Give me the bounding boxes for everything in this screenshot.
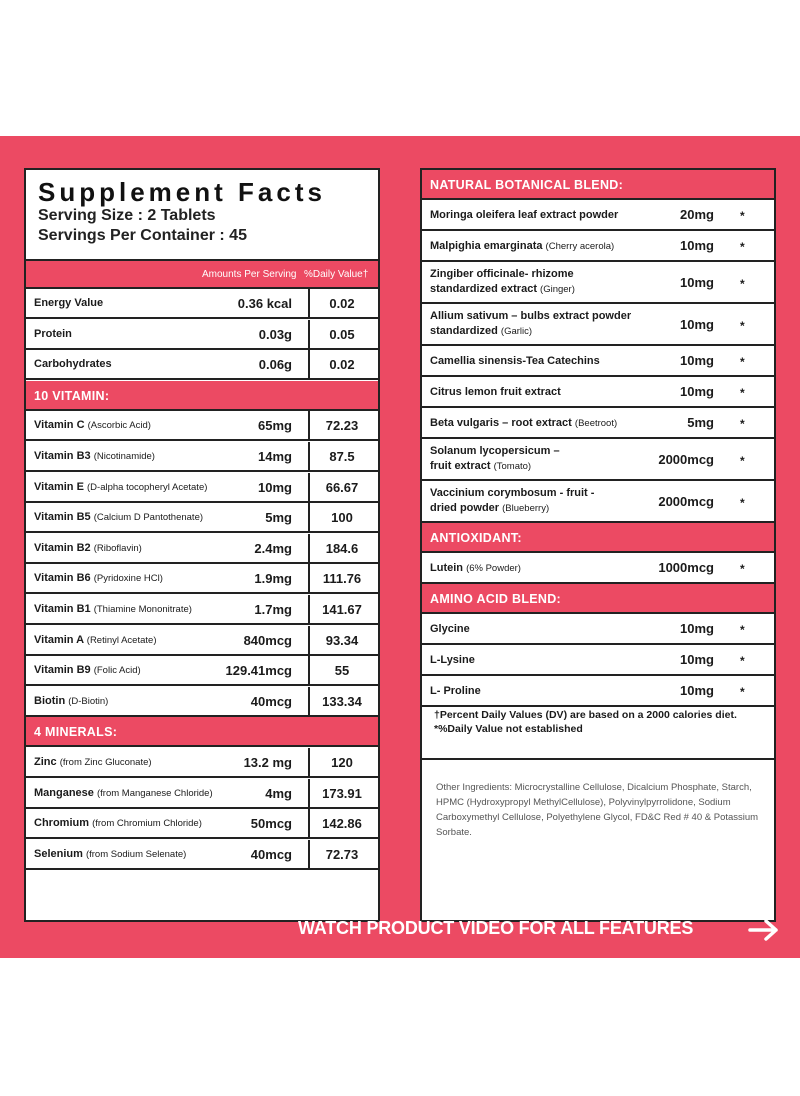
daily-value: 0.02 (329, 357, 355, 373)
column-divider (308, 320, 310, 350)
nutrient-label: Selenium (34, 847, 83, 860)
table-row (422, 553, 774, 584)
nutrient-label: Biotin (34, 694, 66, 707)
amount-value: 5mg (265, 510, 292, 526)
nutrient-source: (Pyridoxine HCl) (93, 573, 163, 585)
not-established-mark: * (740, 454, 745, 468)
daily-value: 55 (334, 663, 350, 679)
amount-value: 10mg (680, 384, 714, 399)
table-row (26, 503, 378, 533)
table-row (26, 687, 378, 717)
ingredient-label: L- Proline (430, 685, 481, 697)
column-divider (308, 595, 310, 625)
column-divider (308, 503, 310, 533)
amount-value: 10mg (680, 238, 714, 253)
nutrient-label: Vitamin B5 (34, 511, 91, 524)
column-divider (308, 564, 310, 594)
ingredient-name (430, 267, 575, 297)
nutrient-label: Vitamin B6 (34, 572, 91, 585)
amount-value: 2000mcg (658, 494, 714, 509)
ingredient-label: Beta vulgaris – root extract (430, 417, 572, 429)
nutrient-source: (Ascorbic Acid) (87, 420, 151, 432)
daily-value: 93.34 (325, 632, 359, 648)
ingredient-source: (Cherry acerola) (545, 241, 615, 252)
ingredient-label: Solanum lycopersicum – (430, 445, 560, 457)
daily-value: 142.86 (322, 816, 362, 832)
table-row (422, 377, 774, 408)
table-row (26, 564, 378, 594)
mineral-section-header-label: 4 MINERALS: (34, 725, 118, 740)
ingredient-label-line2: dried powder (430, 502, 500, 514)
botanical-section-header-label: NATURAL BOTANICAL BLEND: (430, 178, 624, 192)
not-established-mark: * (740, 240, 745, 254)
not-established-mark: * (740, 654, 745, 668)
ingredient-label: Vaccinium corymbosum - fruit - (430, 487, 595, 499)
amino-section-header-label: AMINO ACID BLEND: (430, 592, 562, 606)
amount-value: 0.06g (258, 357, 292, 373)
nutrient-source: (Riboflavin) (93, 542, 142, 554)
table-row (422, 481, 774, 523)
dv-note-line1: †Percent Daily Values (DV) are based on a 2000 calories diet. (434, 709, 737, 721)
nutrient-name (34, 450, 155, 462)
amount-value: 40mcg (250, 846, 292, 862)
daily-value: 0.02 (329, 296, 355, 311)
table-row (26, 748, 378, 778)
amount-value: 129.41mcg (225, 663, 292, 679)
table-row (26, 350, 378, 380)
ingredient-name (430, 385, 561, 400)
amount-value: 13.2 mg (243, 755, 292, 770)
nutrient-name (34, 787, 213, 799)
not-established-mark: * (740, 209, 745, 223)
amount-value: 65mg (258, 418, 292, 434)
vitamin-section-header (26, 381, 378, 411)
column-divider (308, 473, 310, 503)
amount-value: 5mg (687, 415, 714, 430)
vitamin-section-header-label: 10 VITAMIN: (34, 388, 110, 403)
ingredient-name (430, 309, 631, 339)
amount-value: 0.36 kcal (237, 296, 292, 311)
column-divider (308, 626, 310, 656)
amount-value: 10mg (680, 275, 714, 290)
nutrient-name (34, 419, 151, 431)
nutrient-label: Carbohydrates (34, 358, 112, 371)
nutrient-label: Vitamin C (34, 419, 85, 432)
column-divider (308, 840, 310, 870)
nutrient-name (34, 848, 186, 860)
nutrient-label: Vitamin E (34, 480, 84, 493)
daily-value: 100 (331, 510, 353, 526)
column-divider (308, 411, 310, 441)
amount-value: 2.4mg (254, 540, 292, 556)
supplement-facts-panel (24, 168, 380, 922)
amount-value: 14mg (258, 449, 292, 464)
ingredient-name (430, 416, 617, 431)
not-established-mark: * (740, 417, 745, 431)
ingredient-name (430, 239, 614, 254)
not-established-mark: * (740, 319, 745, 333)
arrow-right-icon[interactable] (748, 918, 780, 942)
serving-size: Serving Size : 2 Tablets (38, 207, 216, 224)
table-row (26, 289, 378, 319)
table-row (422, 262, 774, 304)
daily-value: 72.23 (325, 418, 359, 434)
table-row (422, 231, 774, 262)
ingredient-name (430, 561, 521, 576)
ingredient-source: (6% Powder) (466, 563, 521, 574)
column-divider (308, 442, 310, 472)
dv-note (422, 694, 774, 760)
amount-value: 0.03g (258, 326, 292, 342)
amount-value: 840mcg (243, 632, 292, 648)
nutrient-label: Energy Value (34, 297, 104, 309)
ingredient-label: Zingiber officinale- rhizome (430, 268, 574, 280)
amount-value: 20mg (680, 207, 714, 222)
daily-value: 120 (331, 755, 353, 770)
not-established-mark: * (740, 623, 745, 637)
table-row (26, 411, 378, 441)
amount-value: 10mg (680, 317, 714, 332)
column-divider (308, 687, 310, 717)
nutrient-name (34, 756, 152, 768)
nutrient-name (34, 572, 163, 584)
nutrient-source: (Calcium D Pantothenate) (93, 512, 204, 524)
nutrient-source: (from Manganese Chloride) (96, 787, 213, 799)
table-row (26, 840, 378, 870)
watch-video-link[interactable]: WATCH PRODUCT VIDEO FOR ALL FEATURES (298, 918, 694, 938)
ingredient-source: (Blueberry) (502, 503, 550, 514)
botanical-panel (420, 168, 776, 922)
ingredient-source: (Ginger) (540, 284, 575, 295)
table-row (422, 614, 774, 645)
column-divider (308, 289, 310, 319)
servings-per-container: Servings Per Container : 45 (38, 227, 247, 244)
not-established-mark: * (740, 277, 745, 291)
nutrient-label: Vitamin B3 (34, 450, 91, 462)
column-divider (308, 350, 310, 380)
ingredient-label: Lutein (430, 562, 463, 574)
not-established-mark: * (740, 496, 745, 510)
col-amount-label: Amounts Per Serving (202, 269, 297, 280)
ingredient-label: L-Lysine (430, 654, 475, 666)
amount-value: 10mg (680, 652, 714, 667)
nutrient-name (34, 358, 112, 370)
nutrient-label: Zinc (34, 756, 57, 768)
amount-value: 1.7mg (254, 602, 292, 617)
ingredient-label: Glycine (430, 623, 470, 635)
nutrient-label: Manganese (34, 786, 94, 799)
amount-value: 10mg (258, 479, 292, 495)
column-divider (308, 534, 310, 564)
table-row (422, 346, 774, 377)
amount-value: 2000mcg (658, 452, 714, 467)
ingredient-name (430, 653, 475, 668)
daily-value: 66.67 (325, 479, 359, 495)
table-row (26, 656, 378, 686)
pink-band (0, 136, 800, 958)
daily-value: 72.73 (325, 846, 359, 862)
nutrient-source: (from Sodium Selenate) (85, 848, 187, 860)
nutrient-name (34, 634, 156, 646)
amount-value: 10mg (680, 683, 714, 698)
nutrient-name (34, 297, 103, 309)
not-established-mark: * (740, 355, 745, 369)
nutrient-source: (Nicotinamide) (93, 451, 155, 462)
not-established-mark: * (740, 685, 745, 699)
dv-note-line2: *%Daily Value not established (434, 723, 583, 735)
nutrient-source: (from Chromium Chloride) (92, 818, 202, 830)
table-row (26, 473, 378, 503)
nutrient-name (34, 603, 192, 615)
daily-value: 184.6 (325, 540, 359, 556)
column-divider (308, 809, 310, 839)
column-header-bar (26, 259, 378, 289)
nutrient-label: Vitamin B1 (34, 603, 91, 615)
table-row (422, 439, 774, 481)
amount-value: 1.9mg (254, 571, 292, 587)
ingredient-label: Moringa oleifera leaf extract powder (430, 209, 619, 221)
ingredient-label: Allium sativum – bulbs extract powder (430, 310, 632, 322)
nutrient-name (34, 542, 142, 554)
amount-value: 10mg (680, 621, 714, 636)
ingredient-label: Citrus lemon fruit extract (430, 386, 561, 398)
mineral-section-header (26, 717, 378, 747)
not-established-mark: * (740, 386, 745, 400)
nutrient-label: Chromium (34, 817, 89, 830)
nutrient-label: Vitamin B9 (34, 664, 91, 677)
table-row (26, 534, 378, 564)
nutrient-source: (Thiamine Mononitrate) (93, 604, 192, 615)
ingredient-label: Camellia sinensis-Tea Catechins (430, 355, 600, 367)
antioxidant-section-header-label: ANTIOXIDANT: (430, 531, 522, 545)
table-row (422, 304, 774, 346)
ingredient-name (430, 208, 618, 223)
nutrient-source: (from Zinc Gluconate) (59, 757, 152, 768)
daily-value: 133.34 (322, 693, 362, 709)
amount-value: 40mcg (250, 693, 292, 709)
nutrient-name (34, 481, 207, 493)
column-divider (308, 748, 310, 778)
amount-value: 50mcg (250, 816, 292, 832)
nutrient-label: Vitamin A (34, 633, 84, 646)
nutrient-name (34, 817, 202, 829)
botanical-section-header (422, 170, 774, 200)
ingredient-name (430, 444, 560, 474)
table-row (26, 809, 378, 839)
amount-value: 1000mcg (658, 560, 714, 575)
antioxidant-section-header (422, 523, 774, 553)
nutrient-source: (Folic Acid) (93, 665, 141, 677)
column-divider (308, 656, 310, 686)
table-row (26, 320, 378, 350)
nutrient-name (34, 664, 141, 676)
table-row (26, 595, 378, 625)
ingredient-source: (Garlic) (500, 326, 533, 337)
table-row (422, 645, 774, 676)
nutrient-name (34, 511, 203, 523)
ingredient-source: (Beetroot) (574, 418, 618, 429)
daily-value: 87.5 (329, 449, 355, 464)
ingredient-label-line2: standardized extract (430, 283, 537, 295)
nutrient-name (34, 328, 72, 340)
page-title: Supplement Facts (38, 177, 326, 207)
nutrient-source: (D-Biotin) (68, 695, 109, 707)
amount-value: 10mg (680, 353, 714, 368)
ingredient-label: Malpighia emarginata (430, 240, 543, 252)
ingredient-name (430, 622, 470, 637)
ingredient-name (430, 486, 594, 516)
nutrient-label: Vitamin B2 (34, 541, 91, 554)
table-row (422, 408, 774, 439)
ingredient-source: (Tomato) (493, 461, 532, 472)
table-row (26, 626, 378, 656)
amount-value: 4mg (265, 785, 292, 801)
amino-section-header (422, 584, 774, 614)
col-dv-label: %Daily Value† (304, 269, 369, 280)
daily-value: 173.91 (322, 785, 362, 801)
daily-value: 0.05 (329, 326, 355, 342)
ingredient-name (430, 354, 600, 369)
nutrient-label: Protein (34, 327, 72, 340)
column-divider (308, 779, 310, 809)
daily-value: 111.76 (322, 571, 362, 587)
other-ingredients: Other Ingredients: Microcrystalline Cellulose, Dicalcium Phosphate, Starch, HPMC (Hydroxypropyl MethylCellulose), Polyvinylpyrrolidone, Sodium Carboxymethyl Cellulose, Polyethylene Glycol, FD&C Red # 40 & Potassium Sorbate. (436, 782, 759, 838)
nutrient-source: (Retinyl Acetate) (86, 634, 157, 646)
ingredient-label-line2: fruit extract (430, 460, 491, 472)
table-row (26, 779, 378, 809)
table-row (422, 200, 774, 231)
daily-value: 141.67 (322, 602, 362, 617)
table-row (26, 442, 378, 472)
ingredient-label-line2: standardized (430, 325, 498, 337)
not-established-mark: * (740, 562, 745, 576)
nutrient-name (34, 695, 108, 707)
nutrient-source: (D-alpha tocopheryl Acetate) (87, 481, 208, 493)
